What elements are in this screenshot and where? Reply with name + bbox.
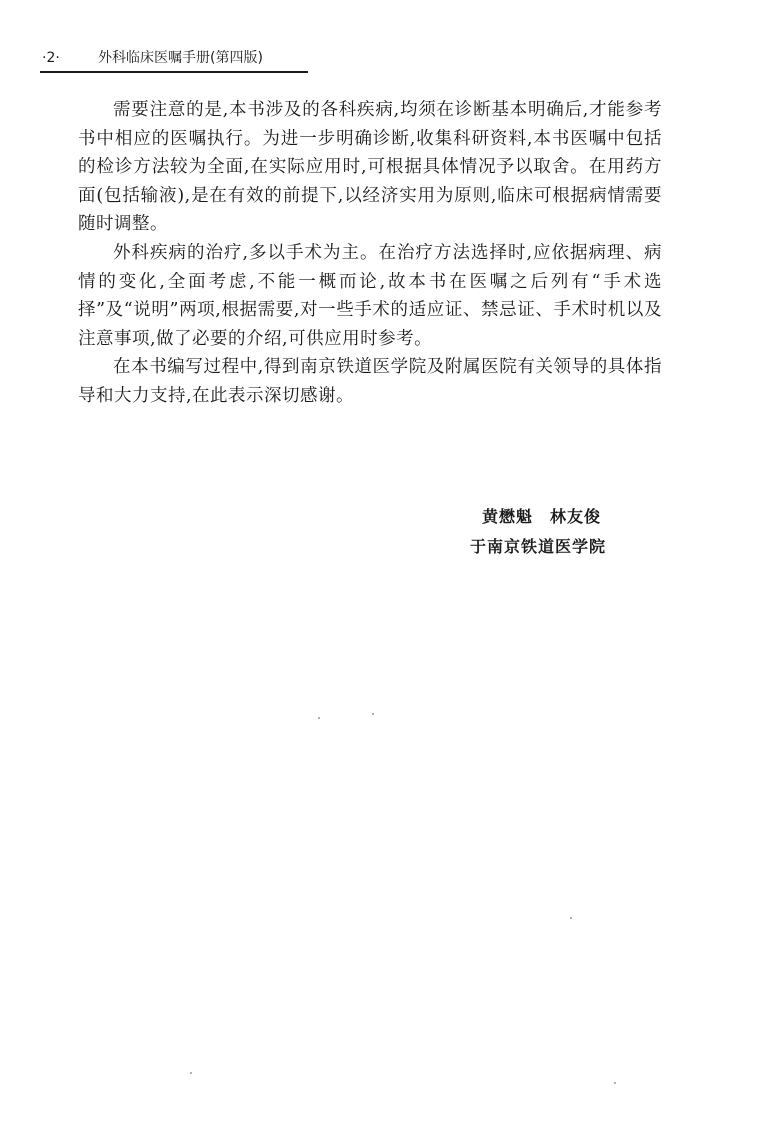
author-place: 于南京铁道医学院 [470,537,607,556]
paragraph-3: 在本书编写过程中,得到南京铁道医学院及附属医院有关领导的具体指导和大力支持,在此表示深切感谢。 [78,357,662,406]
running-header [42,46,304,70]
page-number: ·2· [42,50,60,66]
scan-speck [614,1082,616,1084]
paragraph-2: 外科疾病的治疗,多以手术为主。在治疗方法选择时,应依据病理、病情的变化,全面考虑,不能一概而论,故本书在医嘱之后列有“手术选择”及“说明”两项,根据需要,对一些手术的适应证、禁忌证、手术时机以及注意事项,做了必要的介绍,可供应用时参考。 [78,242,662,349]
author-names: 黄懋魁 林友俊 [482,507,602,526]
header-rule [40,71,308,73]
book-title: 外科临床医嘱手册(第四版) [98,50,263,66]
paragraph-1: 需要注意的是,本书涉及的各科疾病,均须在诊断基本明确后,才能参考书中相应的医嘱执行。为进一步明确诊断,收集科研资料,本书医嘱中包括的检诊方法较为全面,在实际应用时,可根据具体情况予以取舍。在用药方面(包括输液),是在有效的前提下,以经济实用为原则,临床可根据病情需要随时调整。 [78,100,662,235]
signature-block [470,502,650,562]
preface-body [78,96,662,411]
scan-speck [318,717,320,719]
scan-speck [190,1072,192,1074]
scan-speck [372,713,374,715]
scan-speck [570,917,572,919]
